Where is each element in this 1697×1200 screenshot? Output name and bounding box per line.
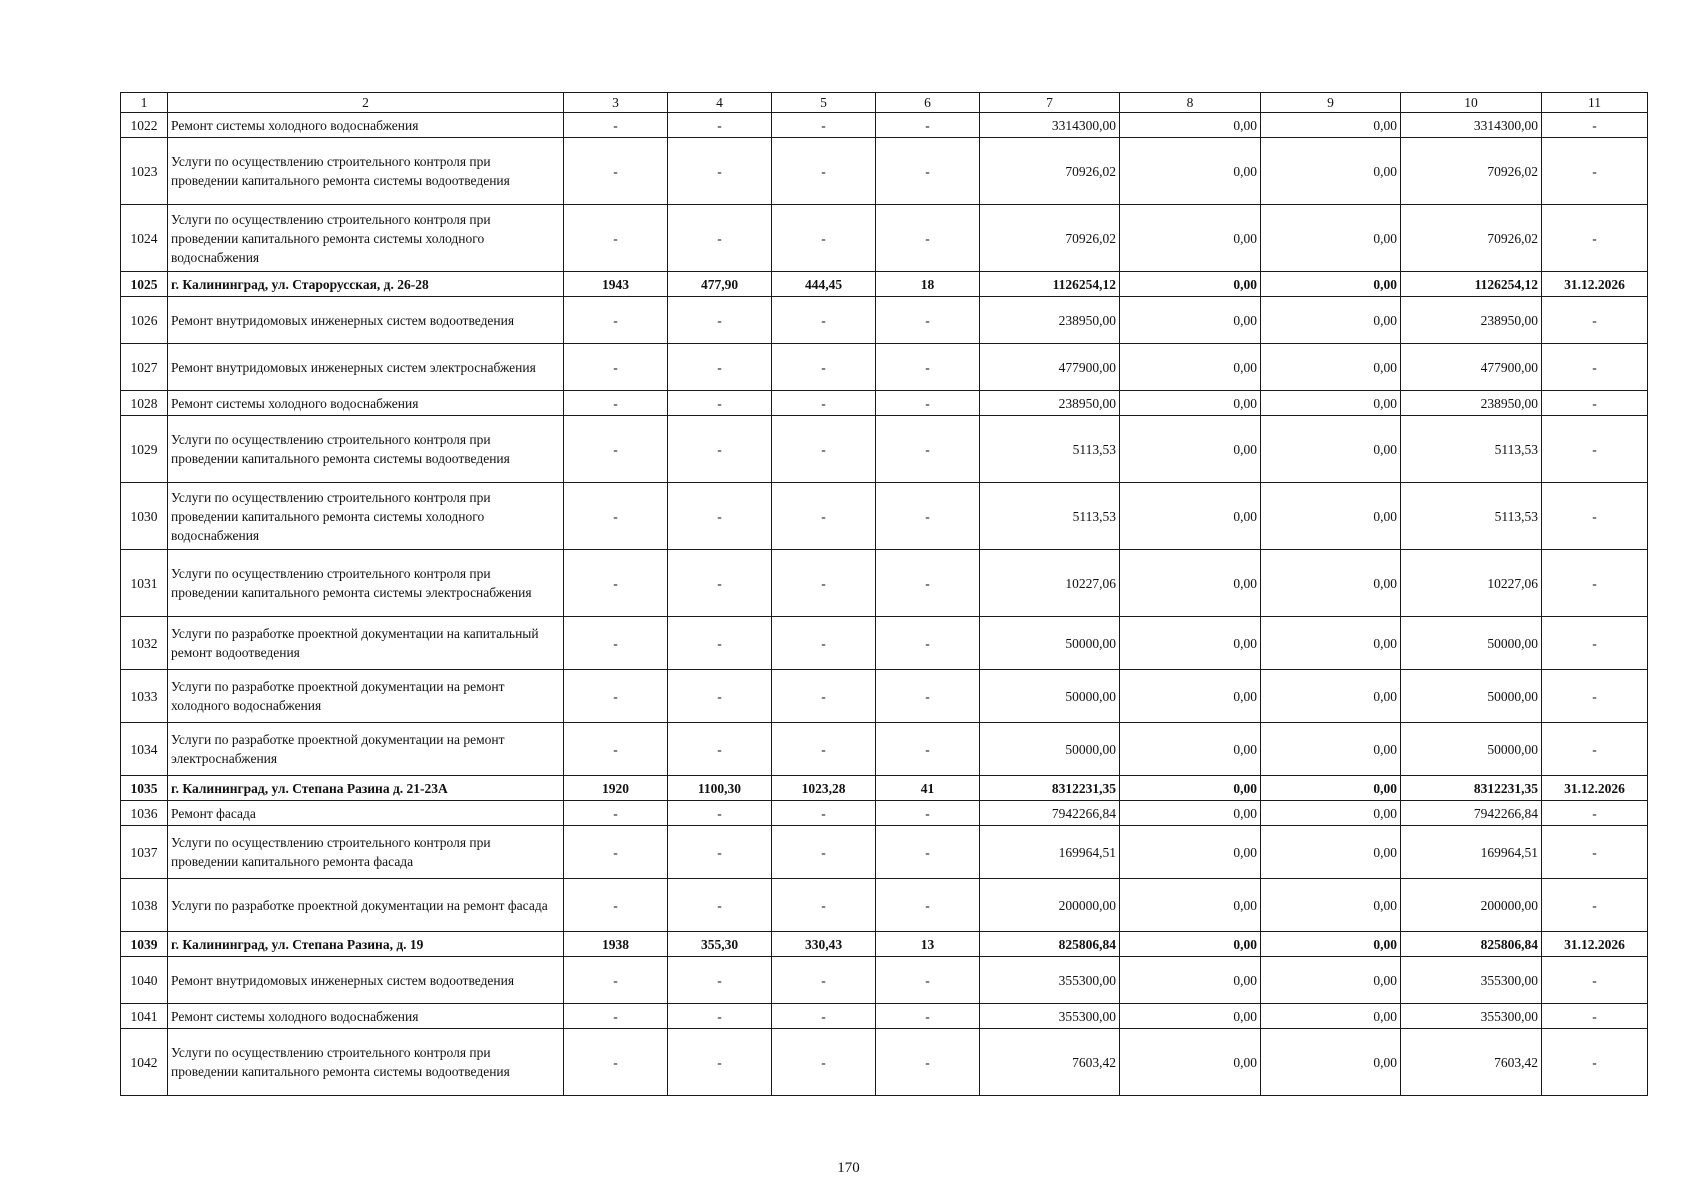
- header-cell: 1: [121, 93, 168, 113]
- work-item-row: [121, 113, 1648, 138]
- cell-residents: -: [876, 1004, 980, 1029]
- cell-row-number: 1042: [121, 1029, 168, 1096]
- cell-living-area: -: [772, 138, 876, 205]
- cell-total-area: -: [668, 391, 772, 416]
- work-item-row: [121, 391, 1648, 416]
- cell-regional-fund: 355300,00: [1401, 1004, 1542, 1029]
- cell-total-cost: 7603,42: [980, 1029, 1120, 1096]
- cell-total-area: 355,30: [668, 932, 772, 957]
- cell-completion-date: -: [1542, 138, 1648, 205]
- cell-regional-fund: 50000,00: [1401, 670, 1542, 723]
- cell-completion-date: 31.12.2026: [1542, 776, 1648, 801]
- cell-fund-2: 0,00: [1261, 205, 1401, 272]
- cell-item-description: Услуги по осуществлению строительного контроля при проведении капитального ремонта системы водоотведения: [168, 1029, 564, 1096]
- cell-total-area: -: [668, 1004, 772, 1029]
- cell-year-built: -: [564, 617, 668, 670]
- cell-living-area: -: [772, 670, 876, 723]
- cell-living-area: -: [772, 483, 876, 550]
- cell-living-area: 444,45: [772, 272, 876, 297]
- cell-residents: 41: [876, 776, 980, 801]
- cell-year-built: -: [564, 879, 668, 932]
- cell-row-number: 1038: [121, 879, 168, 932]
- cell-regional-fund: 50000,00: [1401, 617, 1542, 670]
- cell-row-number: 1029: [121, 416, 168, 483]
- column-number-header-row: [121, 93, 1648, 113]
- cell-fund-1: 0,00: [1120, 776, 1261, 801]
- cell-completion-date: -: [1542, 801, 1648, 826]
- cell-living-area: -: [772, 826, 876, 879]
- cell-row-number: 1022: [121, 113, 168, 138]
- cell-fund-1: 0,00: [1120, 550, 1261, 617]
- header-cell: 10: [1401, 93, 1542, 113]
- header-cell: 3: [564, 93, 668, 113]
- cell-residents: -: [876, 723, 980, 776]
- cell-completion-date: -: [1542, 957, 1648, 1004]
- cell-total-cost: 8312231,35: [980, 776, 1120, 801]
- cell-completion-date: -: [1542, 1004, 1648, 1029]
- work-item-row: [121, 723, 1648, 776]
- cell-item-description: г. Калининград, ул. Степана Разина, д. 19: [168, 932, 564, 957]
- cell-year-built: -: [564, 391, 668, 416]
- work-item-row: [121, 205, 1648, 272]
- cell-fund-1: 0,00: [1120, 801, 1261, 826]
- cell-year-built: -: [564, 1029, 668, 1096]
- cell-residents: 13: [876, 932, 980, 957]
- work-item-row: [121, 617, 1648, 670]
- cell-total-area: -: [668, 416, 772, 483]
- cell-row-number: 1025: [121, 272, 168, 297]
- cell-row-number: 1037: [121, 826, 168, 879]
- cell-living-area: -: [772, 1004, 876, 1029]
- cell-year-built: -: [564, 483, 668, 550]
- cell-completion-date: -: [1542, 416, 1648, 483]
- cell-regional-fund: 70926,02: [1401, 138, 1542, 205]
- cell-regional-fund: 825806,84: [1401, 932, 1542, 957]
- cell-total-area: -: [668, 138, 772, 205]
- cell-regional-fund: 10227,06: [1401, 550, 1542, 617]
- cell-total-area: -: [668, 550, 772, 617]
- cell-item-description: г. Калининград, ул. Степана Разина д. 21-23А: [168, 776, 564, 801]
- cell-living-area: -: [772, 416, 876, 483]
- cell-total-cost: 477900,00: [980, 344, 1120, 391]
- cell-year-built: -: [564, 205, 668, 272]
- cell-fund-2: 0,00: [1261, 723, 1401, 776]
- cell-completion-date: -: [1542, 670, 1648, 723]
- cell-item-description: Услуги по осуществлению строительного контроля при проведении капитального ремонта системы холодного водоснабжения: [168, 205, 564, 272]
- cell-fund-1: 0,00: [1120, 483, 1261, 550]
- cell-year-built: -: [564, 670, 668, 723]
- cell-fund-1: 0,00: [1120, 205, 1261, 272]
- cell-living-area: 1023,28: [772, 776, 876, 801]
- cell-residents: 18: [876, 272, 980, 297]
- cell-completion-date: 31.12.2026: [1542, 272, 1648, 297]
- cell-total-cost: 355300,00: [980, 957, 1120, 1004]
- cell-completion-date: -: [1542, 879, 1648, 932]
- cell-regional-fund: 1126254,12: [1401, 272, 1542, 297]
- cell-regional-fund: 3314300,00: [1401, 113, 1542, 138]
- cell-completion-date: -: [1542, 826, 1648, 879]
- cell-fund-2: 0,00: [1261, 113, 1401, 138]
- cell-row-number: 1023: [121, 138, 168, 205]
- cell-total-cost: 70926,02: [980, 138, 1120, 205]
- cell-total-area: -: [668, 205, 772, 272]
- work-item-row: [121, 879, 1648, 932]
- work-item-row: [121, 826, 1648, 879]
- cell-row-number: 1034: [121, 723, 168, 776]
- cell-fund-1: 0,00: [1120, 391, 1261, 416]
- cell-fund-1: 0,00: [1120, 344, 1261, 391]
- cell-residents: -: [876, 391, 980, 416]
- cell-item-description: Ремонт системы холодного водоснабжения: [168, 113, 564, 138]
- cell-total-cost: 1126254,12: [980, 272, 1120, 297]
- cell-residents: -: [876, 416, 980, 483]
- work-item-row: [121, 550, 1648, 617]
- cell-row-number: 1026: [121, 297, 168, 344]
- cell-total-area: -: [668, 670, 772, 723]
- work-item-row: [121, 957, 1648, 1004]
- cell-fund-2: 0,00: [1261, 483, 1401, 550]
- cell-regional-fund: 355300,00: [1401, 957, 1542, 1004]
- cell-fund-2: 0,00: [1261, 932, 1401, 957]
- cell-item-description: Ремонт системы холодного водоснабжения: [168, 391, 564, 416]
- cell-total-area: -: [668, 801, 772, 826]
- work-item-row: [121, 670, 1648, 723]
- cell-regional-fund: 8312231,35: [1401, 776, 1542, 801]
- cell-fund-2: 0,00: [1261, 617, 1401, 670]
- cell-year-built: -: [564, 826, 668, 879]
- cell-completion-date: -: [1542, 113, 1648, 138]
- header-cell: 9: [1261, 93, 1401, 113]
- cell-regional-fund: 200000,00: [1401, 879, 1542, 932]
- cell-completion-date: -: [1542, 205, 1648, 272]
- cell-item-description: Услуги по осуществлению строительного контроля при проведении капитального ремонта системы электроснабжения: [168, 550, 564, 617]
- cell-fund-1: 0,00: [1120, 932, 1261, 957]
- cell-item-description: Ремонт внутридомовых инженерных систем водоотведения: [168, 957, 564, 1004]
- cell-total-area: -: [668, 826, 772, 879]
- cell-total-area: -: [668, 344, 772, 391]
- cell-living-area: -: [772, 297, 876, 344]
- cell-row-number: 1024: [121, 205, 168, 272]
- address-row: [121, 272, 1648, 297]
- cell-residents: -: [876, 483, 980, 550]
- cell-completion-date: -: [1542, 391, 1648, 416]
- cell-residents: -: [876, 297, 980, 344]
- cell-fund-1: 0,00: [1120, 1004, 1261, 1029]
- cell-fund-1: 0,00: [1120, 1029, 1261, 1096]
- cell-item-description: Услуги по разработке проектной документации на ремонт фасада: [168, 879, 564, 932]
- work-item-row: [121, 801, 1648, 826]
- cell-fund-2: 0,00: [1261, 670, 1401, 723]
- cell-total-cost: 825806,84: [980, 932, 1120, 957]
- cell-residents: -: [876, 205, 980, 272]
- cell-fund-1: 0,00: [1120, 416, 1261, 483]
- cell-total-area: 477,90: [668, 272, 772, 297]
- cell-item-description: Ремонт фасада: [168, 801, 564, 826]
- cell-total-cost: 50000,00: [980, 617, 1120, 670]
- cell-living-area: -: [772, 879, 876, 932]
- cell-completion-date: -: [1542, 617, 1648, 670]
- cell-fund-1: 0,00: [1120, 113, 1261, 138]
- cell-item-description: Услуги по разработке проектной документации на капитальный ремонт водоотведения: [168, 617, 564, 670]
- cell-living-area: -: [772, 344, 876, 391]
- cell-regional-fund: 477900,00: [1401, 344, 1542, 391]
- cell-row-number: 1036: [121, 801, 168, 826]
- cell-row-number: 1032: [121, 617, 168, 670]
- cell-row-number: 1033: [121, 670, 168, 723]
- cell-fund-2: 0,00: [1261, 879, 1401, 932]
- cell-total-cost: 238950,00: [980, 297, 1120, 344]
- cell-regional-fund: 169964,51: [1401, 826, 1542, 879]
- cell-fund-1: 0,00: [1120, 297, 1261, 344]
- cell-item-description: Услуги по осуществлению строительного контроля при проведении капитального ремонта системы водоотведения: [168, 416, 564, 483]
- cell-residents: -: [876, 344, 980, 391]
- cell-item-description: Услуги по разработке проектной документации на ремонт холодного водоснабжения: [168, 670, 564, 723]
- cell-year-built: -: [564, 297, 668, 344]
- cell-fund-2: 0,00: [1261, 344, 1401, 391]
- cell-residents: -: [876, 826, 980, 879]
- cell-total-area: -: [668, 113, 772, 138]
- cell-year-built: -: [564, 113, 668, 138]
- cell-fund-2: 0,00: [1261, 1029, 1401, 1096]
- cell-fund-2: 0,00: [1261, 801, 1401, 826]
- cell-row-number: 1027: [121, 344, 168, 391]
- cell-year-built: -: [564, 1004, 668, 1029]
- cell-fund-1: 0,00: [1120, 826, 1261, 879]
- cell-row-number: 1028: [121, 391, 168, 416]
- cell-living-area: -: [772, 617, 876, 670]
- cell-fund-2: 0,00: [1261, 550, 1401, 617]
- cell-total-area: -: [668, 1029, 772, 1096]
- cell-item-description: Услуги по осуществлению строительного контроля при проведении капитального ремонта системы водоотведения: [168, 138, 564, 205]
- cell-year-built: 1938: [564, 932, 668, 957]
- cell-living-area: -: [772, 550, 876, 617]
- cell-completion-date: 31.12.2026: [1542, 932, 1648, 957]
- cell-residents: -: [876, 801, 980, 826]
- cell-fund-2: 0,00: [1261, 416, 1401, 483]
- cell-living-area: 330,43: [772, 932, 876, 957]
- header-cell: 4: [668, 93, 772, 113]
- cell-living-area: -: [772, 113, 876, 138]
- cell-year-built: -: [564, 957, 668, 1004]
- cell-residents: -: [876, 113, 980, 138]
- cell-regional-fund: 238950,00: [1401, 297, 1542, 344]
- cell-row-number: 1030: [121, 483, 168, 550]
- cell-year-built: -: [564, 416, 668, 483]
- cell-residents: -: [876, 138, 980, 205]
- work-item-row: [121, 344, 1648, 391]
- cell-fund-2: 0,00: [1261, 272, 1401, 297]
- cell-total-cost: 238950,00: [980, 391, 1120, 416]
- cell-regional-fund: 5113,53: [1401, 483, 1542, 550]
- cell-row-number: 1035: [121, 776, 168, 801]
- cell-regional-fund: 7942266,84: [1401, 801, 1542, 826]
- cell-living-area: -: [772, 391, 876, 416]
- cell-total-cost: 5113,53: [980, 483, 1120, 550]
- header-cell: 5: [772, 93, 876, 113]
- cell-completion-date: -: [1542, 483, 1648, 550]
- cell-residents: -: [876, 957, 980, 1004]
- cell-total-cost: 169964,51: [980, 826, 1120, 879]
- page-number: 170: [837, 1160, 860, 1176]
- cell-total-area: -: [668, 879, 772, 932]
- cell-fund-2: 0,00: [1261, 1004, 1401, 1029]
- cell-item-description: Ремонт внутридомовых инженерных систем водоотведения: [168, 297, 564, 344]
- work-item-row: [121, 138, 1648, 205]
- header-cell: 11: [1542, 93, 1648, 113]
- cell-fund-1: 0,00: [1120, 138, 1261, 205]
- cell-regional-fund: 7603,42: [1401, 1029, 1542, 1096]
- cell-total-area: -: [668, 297, 772, 344]
- cell-fund-2: 0,00: [1261, 776, 1401, 801]
- cell-completion-date: -: [1542, 344, 1648, 391]
- header-cell: 8: [1120, 93, 1261, 113]
- cell-total-cost: 5113,53: [980, 416, 1120, 483]
- cell-total-cost: 355300,00: [980, 1004, 1120, 1029]
- cell-total-cost: 200000,00: [980, 879, 1120, 932]
- repair-schedule-table: [120, 92, 1648, 1096]
- cell-fund-2: 0,00: [1261, 297, 1401, 344]
- cell-year-built: -: [564, 138, 668, 205]
- cell-living-area: -: [772, 205, 876, 272]
- cell-year-built: -: [564, 723, 668, 776]
- cell-total-cost: 50000,00: [980, 670, 1120, 723]
- cell-residents: -: [876, 879, 980, 932]
- cell-item-description: Ремонт внутридомовых инженерных систем электроснабжения: [168, 344, 564, 391]
- work-item-row: [121, 297, 1648, 344]
- header-cell: 7: [980, 93, 1120, 113]
- cell-residents: -: [876, 670, 980, 723]
- cell-regional-fund: 50000,00: [1401, 723, 1542, 776]
- cell-item-description: Ремонт системы холодного водоснабжения: [168, 1004, 564, 1029]
- cell-total-area: 1100,30: [668, 776, 772, 801]
- cell-year-built: -: [564, 550, 668, 617]
- cell-total-cost: 50000,00: [980, 723, 1120, 776]
- cell-regional-fund: 238950,00: [1401, 391, 1542, 416]
- cell-total-cost: 7942266,84: [980, 801, 1120, 826]
- cell-fund-2: 0,00: [1261, 957, 1401, 1004]
- cell-total-cost: 3314300,00: [980, 113, 1120, 138]
- cell-completion-date: -: [1542, 1029, 1648, 1096]
- cell-fund-1: 0,00: [1120, 957, 1261, 1004]
- cell-total-area: -: [668, 723, 772, 776]
- cell-total-cost: 10227,06: [980, 550, 1120, 617]
- cell-year-built: -: [564, 801, 668, 826]
- cell-fund-2: 0,00: [1261, 826, 1401, 879]
- cell-residents: -: [876, 550, 980, 617]
- work-item-row: [121, 483, 1648, 550]
- cell-row-number: 1039: [121, 932, 168, 957]
- cell-fund-1: 0,00: [1120, 617, 1261, 670]
- address-row: [121, 932, 1648, 957]
- cell-row-number: 1031: [121, 550, 168, 617]
- cell-year-built: 1943: [564, 272, 668, 297]
- cell-total-area: -: [668, 617, 772, 670]
- cell-living-area: -: [772, 801, 876, 826]
- cell-item-description: Услуги по разработке проектной документации на ремонт электроснабжения: [168, 723, 564, 776]
- cell-total-area: -: [668, 957, 772, 1004]
- cell-item-description: Услуги по осуществлению строительного контроля при проведении капитального ремонта фасада: [168, 826, 564, 879]
- cell-living-area: -: [772, 723, 876, 776]
- cell-fund-2: 0,00: [1261, 391, 1401, 416]
- work-item-row: [121, 1029, 1648, 1096]
- cell-regional-fund: 70926,02: [1401, 205, 1542, 272]
- cell-fund-1: 0,00: [1120, 723, 1261, 776]
- cell-item-description: г. Калининград, ул. Старорусская, д. 26-28: [168, 272, 564, 297]
- cell-total-area: -: [668, 483, 772, 550]
- cell-fund-1: 0,00: [1120, 670, 1261, 723]
- cell-fund-1: 0,00: [1120, 879, 1261, 932]
- cell-completion-date: -: [1542, 550, 1648, 617]
- cell-residents: -: [876, 617, 980, 670]
- cell-year-built: 1920: [564, 776, 668, 801]
- header-cell: 6: [876, 93, 980, 113]
- cell-living-area: -: [772, 1029, 876, 1096]
- cell-regional-fund: 5113,53: [1401, 416, 1542, 483]
- table-body: [121, 93, 1648, 1096]
- cell-completion-date: -: [1542, 297, 1648, 344]
- cell-residents: -: [876, 1029, 980, 1096]
- cell-fund-1: 0,00: [1120, 272, 1261, 297]
- cell-fund-2: 0,00: [1261, 138, 1401, 205]
- address-row: [121, 776, 1648, 801]
- cell-living-area: -: [772, 957, 876, 1004]
- cell-row-number: 1041: [121, 1004, 168, 1029]
- cell-row-number: 1040: [121, 957, 168, 1004]
- cell-item-description: Услуги по осуществлению строительного контроля при проведении капитального ремонта системы холодного водоснабжения: [168, 483, 564, 550]
- header-cell: 2: [168, 93, 564, 113]
- work-item-row: [121, 416, 1648, 483]
- cell-total-cost: 70926,02: [980, 205, 1120, 272]
- cell-completion-date: -: [1542, 723, 1648, 776]
- cell-year-built: -: [564, 344, 668, 391]
- work-item-row: [121, 1004, 1648, 1029]
